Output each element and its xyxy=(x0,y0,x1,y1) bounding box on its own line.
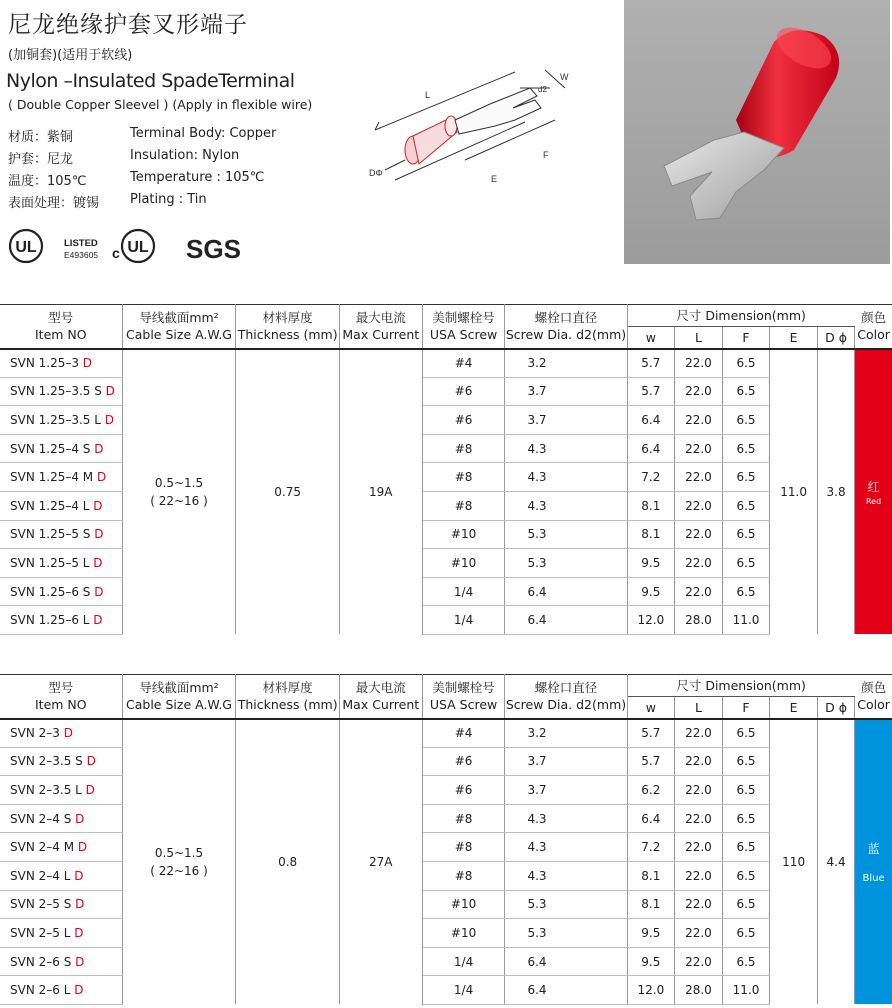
dim-l: 22.0 xyxy=(675,747,723,776)
dim-f: 6.5 xyxy=(722,833,770,862)
dim-f: 6.5 xyxy=(722,491,770,520)
item-no: SVN 2–5 S D xyxy=(0,890,122,919)
item-no: SVN 1.25–3.5 L D xyxy=(0,406,122,435)
usa-screw: 1/4 xyxy=(422,947,505,976)
usa-screw: #4 xyxy=(422,349,505,378)
dim-w: 12.0 xyxy=(627,606,675,635)
dim-f: 6.5 xyxy=(722,577,770,606)
dim-l: 22.0 xyxy=(675,520,723,549)
usa-screw: #8 xyxy=(422,491,505,520)
screw-dia: 4.3 xyxy=(505,463,627,492)
usa-screw: 1/4 xyxy=(422,606,505,635)
dim-w: 8.1 xyxy=(627,861,675,890)
screw-dia: 6.4 xyxy=(505,606,627,635)
dim-w: 6.4 xyxy=(627,434,675,463)
col-e: E xyxy=(770,327,818,349)
dim-w: 12.0 xyxy=(627,976,675,1005)
certification-logos xyxy=(8,228,248,268)
col-screw: 美制螺栓号 USA Screw xyxy=(422,305,505,349)
svg-text:UL: UL xyxy=(127,239,149,256)
screw-dia: 3.7 xyxy=(505,747,627,776)
item-no: SVN 1.25–3 D xyxy=(0,349,122,378)
item-no: SVN 1.25–3.5 S D xyxy=(0,377,122,406)
dim-w: 8.1 xyxy=(627,890,675,919)
dim-f: 11.0 xyxy=(722,976,770,1005)
screw-dia: 4.3 xyxy=(505,434,627,463)
screw-dia: 3.2 xyxy=(505,719,627,748)
max-current: 27A xyxy=(339,719,422,1005)
col-l: L xyxy=(675,697,723,719)
dim-f: 6.5 xyxy=(722,349,770,378)
dim-w: 5.7 xyxy=(627,747,675,776)
col-w: w xyxy=(627,697,675,719)
col-screw-dia: 螺栓口直径 Screw Dia. d2(mm) xyxy=(505,675,627,719)
item-no: SVN 2–4 L D xyxy=(0,861,122,890)
item-no: SVN 2–5 L D xyxy=(0,919,122,948)
usa-screw: #6 xyxy=(422,377,505,406)
screw-dia: 4.3 xyxy=(505,833,627,862)
dim-f: 11.0 xyxy=(722,606,770,635)
col-e: E xyxy=(770,697,818,719)
screw-dia: 5.3 xyxy=(505,520,627,549)
spec-table-blue xyxy=(0,674,892,1005)
cable-size: 0.5~1.5 ( 22~16 ) xyxy=(122,719,236,1005)
item-no: SVN 2–3.5 L D xyxy=(0,776,122,805)
dim-e: 11.0 xyxy=(770,349,818,635)
screw-dia: 6.4 xyxy=(505,976,627,1005)
dim-f: 6.5 xyxy=(722,890,770,919)
cable-size: 0.5~1.5 ( 22~16 ) xyxy=(122,349,236,635)
product-photo xyxy=(624,0,890,264)
dim-d: 3.8 xyxy=(817,349,854,635)
col-d: D ϕ xyxy=(817,697,854,719)
item-no: SVN 1.25–4 S D xyxy=(0,434,122,463)
item-no: SVN 1.25–5 S D xyxy=(0,520,122,549)
dim-w: 7.2 xyxy=(627,463,675,492)
col-screw: 美制螺栓号 USA Screw xyxy=(422,675,505,719)
dim-l: 22.0 xyxy=(675,833,723,862)
col-item: 型号 Item NO xyxy=(0,305,122,349)
svg-text:L: L xyxy=(425,90,431,100)
dim-w: 9.5 xyxy=(627,549,675,578)
dim-f: 6.5 xyxy=(722,434,770,463)
dim-l: 22.0 xyxy=(675,919,723,948)
dim-d: 4.4 xyxy=(817,719,854,1005)
dim-e: 110 xyxy=(770,719,818,1005)
cul-logo-icon xyxy=(112,230,154,262)
dim-f: 6.5 xyxy=(722,776,770,805)
usa-screw: #4 xyxy=(422,719,505,748)
item-no: SVN 2–4 S D xyxy=(0,804,122,833)
page-title-en: Nylon –Insulated SpadeTerminal xyxy=(6,70,295,92)
usa-screw: #10 xyxy=(422,919,505,948)
dim-w: 6.4 xyxy=(627,406,675,435)
dim-l: 22.0 xyxy=(675,577,723,606)
screw-dia: 5.3 xyxy=(505,919,627,948)
page-subtitle-en: ( Double Copper Sleevel ) (Apply in flexible wire) xyxy=(8,97,313,112)
item-no: SVN 2–6 L D xyxy=(0,976,122,1005)
dim-f: 6.5 xyxy=(722,861,770,890)
dim-f: 6.5 xyxy=(722,719,770,748)
dim-l: 22.0 xyxy=(675,377,723,406)
svg-text:E: E xyxy=(491,174,498,184)
item-no: SVN 1.25–4 M D xyxy=(0,463,122,492)
dim-w: 7.2 xyxy=(627,833,675,862)
dim-w: 5.7 xyxy=(627,349,675,378)
svg-text:c: c xyxy=(112,245,120,261)
thickness: 0.75 xyxy=(236,349,339,635)
dim-l: 22.0 xyxy=(675,776,723,805)
dim-l: 22.0 xyxy=(675,434,723,463)
screw-dia: 3.7 xyxy=(505,776,627,805)
dim-w: 5.7 xyxy=(627,377,675,406)
dim-w: 9.5 xyxy=(627,947,675,976)
dim-l: 22.0 xyxy=(675,719,723,748)
screw-dia: 4.3 xyxy=(505,491,627,520)
dim-l: 22.0 xyxy=(675,349,723,378)
col-dimension: 尺寸 Dimension(mm) xyxy=(627,305,855,327)
usa-screw: 1/4 xyxy=(422,577,505,606)
usa-screw: #8 xyxy=(422,463,505,492)
listed-label: LISTED xyxy=(64,238,98,249)
screw-dia: 3.7 xyxy=(505,377,627,406)
spec-plating-en: Plating : Tin xyxy=(130,192,207,207)
dim-f: 6.5 xyxy=(722,804,770,833)
dim-f: 6.5 xyxy=(722,919,770,948)
item-no: SVN 2–6 S D xyxy=(0,947,122,976)
dim-l: 22.0 xyxy=(675,947,723,976)
sgs-logo: SGS xyxy=(186,234,241,264)
usa-screw: #10 xyxy=(422,890,505,919)
col-thickness: 材料厚度 Thickness (mm) xyxy=(236,675,339,719)
col-color: 颜色 Color xyxy=(855,675,892,719)
dim-l: 22.0 xyxy=(675,406,723,435)
col-cable: 导线截面mm² Cable Size A.W.G xyxy=(122,305,236,349)
thickness: 0.8 xyxy=(236,719,339,1005)
dim-f: 6.5 xyxy=(722,947,770,976)
col-thickness: 材料厚度 Thickness (mm) xyxy=(236,305,339,349)
spade-terminal-diagram xyxy=(355,60,595,210)
spec-table-red xyxy=(0,304,892,635)
page-title-cn: 尼龙绝缘护套叉形端子 xyxy=(8,12,248,38)
item-no: SVN 2–4 M D xyxy=(0,833,122,862)
usa-screw: #8 xyxy=(422,833,505,862)
dim-l: 22.0 xyxy=(675,804,723,833)
usa-screw: #10 xyxy=(422,520,505,549)
dim-w: 6.4 xyxy=(627,804,675,833)
listed-number: E493605 xyxy=(64,250,99,260)
col-item: 型号 Item NO xyxy=(0,675,122,719)
color-swatch: 蓝 Blue xyxy=(855,719,892,1005)
item-no: SVN 2–3.5 S D xyxy=(0,747,122,776)
dim-l: 28.0 xyxy=(675,976,723,1005)
dim-l: 22.0 xyxy=(675,549,723,578)
usa-screw: #8 xyxy=(422,861,505,890)
spec-temperature-cn: 温度：105℃ xyxy=(8,174,87,189)
table-row xyxy=(0,719,892,748)
table-row xyxy=(0,349,892,378)
col-color: 颜色 Color xyxy=(855,305,892,349)
col-f: F xyxy=(722,697,770,719)
svg-text:d2: d2 xyxy=(538,85,547,94)
screw-dia: 6.4 xyxy=(505,577,627,606)
svg-text:DΦ: DΦ xyxy=(369,168,383,178)
col-screw-dia: 螺栓口直径 Screw Dia. d2(mm) xyxy=(505,305,627,349)
dim-w: 8.1 xyxy=(627,491,675,520)
usa-screw: 1/4 xyxy=(422,976,505,1005)
screw-dia: 4.3 xyxy=(505,804,627,833)
col-d: D ϕ xyxy=(817,327,854,349)
dim-f: 6.5 xyxy=(722,377,770,406)
item-no: SVN 1.25–6 S D xyxy=(0,577,122,606)
svg-text:W: W xyxy=(560,72,569,82)
ul-logo-icon xyxy=(10,230,42,262)
spec-insulation-en: Insulation: Nylon xyxy=(130,148,240,163)
dim-w: 6.2 xyxy=(627,776,675,805)
col-current: 最大电流 Max Current xyxy=(339,305,422,349)
item-no: SVN 2–3 D xyxy=(0,719,122,748)
screw-dia: 5.3 xyxy=(505,549,627,578)
color-swatch: 红 Red xyxy=(855,349,892,635)
spec-temperature-en: Temperature : 105℃ xyxy=(130,170,265,185)
dim-w: 9.5 xyxy=(627,919,675,948)
dim-f: 6.5 xyxy=(722,549,770,578)
spec-insulation-cn: 护套：尼龙 xyxy=(8,152,74,167)
usa-screw: #6 xyxy=(422,406,505,435)
dim-w: 8.1 xyxy=(627,520,675,549)
svg-text:UL: UL xyxy=(15,239,37,256)
col-cable: 导线截面mm² Cable Size A.W.G xyxy=(122,675,236,719)
page-subtitle-cn: (加铜套)(适用于软线) xyxy=(8,48,133,63)
usa-screw: #6 xyxy=(422,776,505,805)
usa-screw: #10 xyxy=(422,549,505,578)
col-dimension: 尺寸 Dimension(mm) xyxy=(627,675,855,697)
max-current: 19A xyxy=(339,349,422,635)
dim-l: 22.0 xyxy=(675,491,723,520)
svg-text:F: F xyxy=(543,150,549,160)
usa-screw: #6 xyxy=(422,747,505,776)
dim-f: 6.5 xyxy=(722,747,770,776)
dim-l: 22.0 xyxy=(675,861,723,890)
usa-screw: #8 xyxy=(422,804,505,833)
item-no: SVN 1.25–6 L D xyxy=(0,606,122,635)
screw-dia: 6.4 xyxy=(505,947,627,976)
item-no: SVN 1.25–5 L D xyxy=(0,549,122,578)
col-current: 最大电流 Max Current xyxy=(339,675,422,719)
screw-dia: 4.3 xyxy=(505,861,627,890)
dim-f: 6.5 xyxy=(722,406,770,435)
screw-dia: 3.2 xyxy=(505,349,627,378)
usa-screw: #8 xyxy=(422,434,505,463)
item-no: SVN 1.25–4 L D xyxy=(0,491,122,520)
dim-f: 6.5 xyxy=(722,463,770,492)
screw-dia: 3.7 xyxy=(505,406,627,435)
spec-material-cn: 材质：紫铜 xyxy=(8,130,74,145)
dim-l: 22.0 xyxy=(675,463,723,492)
col-w: w xyxy=(627,327,675,349)
col-f: F xyxy=(722,327,770,349)
col-l: L xyxy=(675,327,723,349)
dim-w: 5.7 xyxy=(627,719,675,748)
dim-l: 28.0 xyxy=(675,606,723,635)
dim-f: 6.5 xyxy=(722,520,770,549)
dim-l: 22.0 xyxy=(675,890,723,919)
dim-w: 9.5 xyxy=(627,577,675,606)
spec-plating-cn: 表面处理：镀锡 xyxy=(8,196,100,211)
screw-dia: 5.3 xyxy=(505,890,627,919)
spec-material-en: Terminal Body: Copper xyxy=(130,126,277,141)
